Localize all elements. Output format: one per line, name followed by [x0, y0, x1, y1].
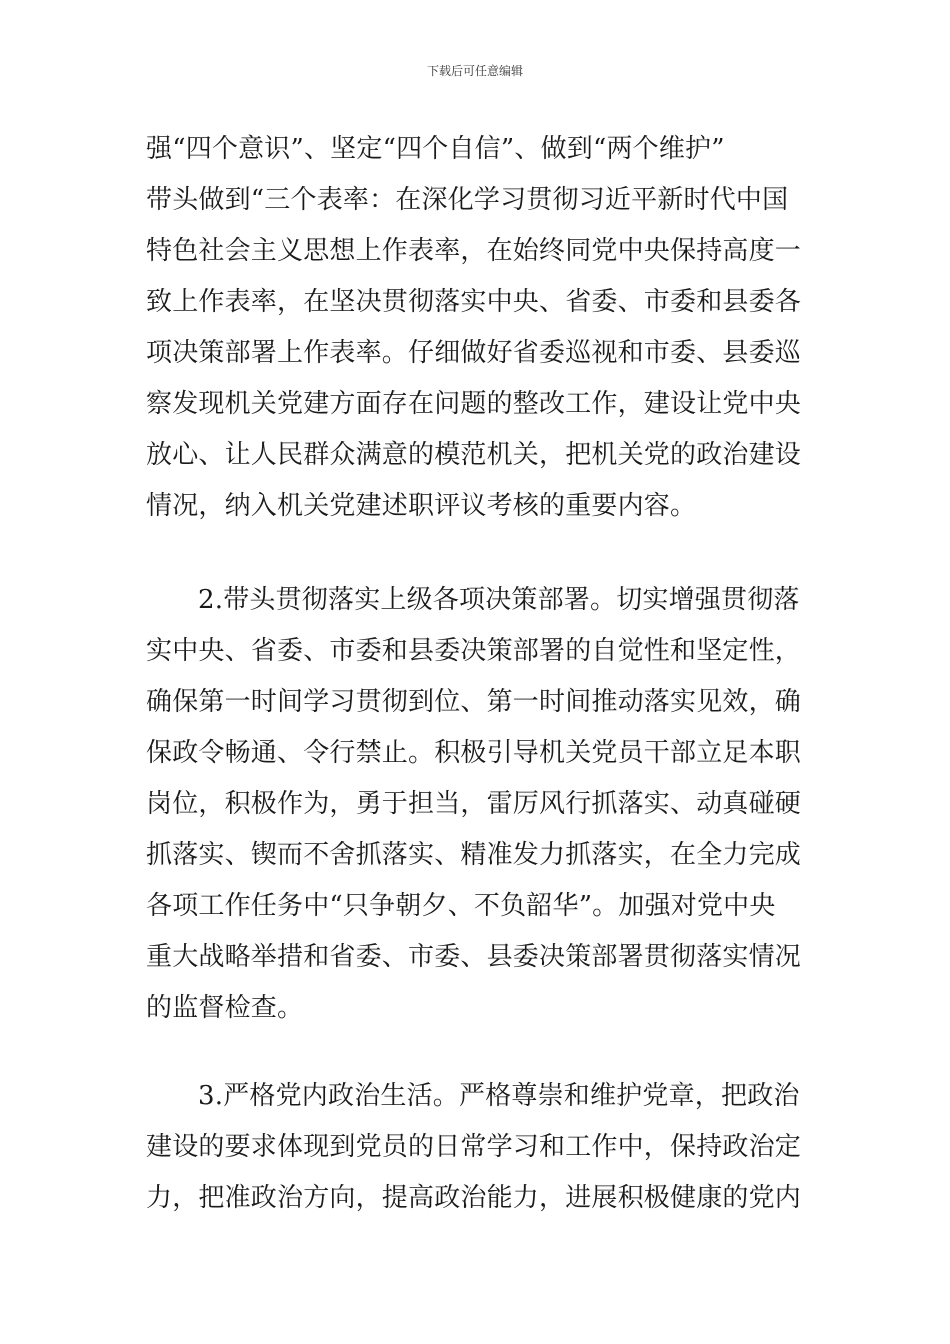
paragraph-line: 岗位，积极作为，勇于担当，雷厉风行抓落实、动真碰硬: [146, 789, 802, 819]
paragraph-line: 各项工作任务中“只争朝夕、不负韶华”。加强对党中央: [146, 891, 776, 921]
paragraph-line: 情况，纳入机关党建述职评议考核的重要内容。: [146, 491, 697, 521]
paragraph-line: 3.严格党内政治生活。严格尊崇和维护党章，把政治: [198, 1081, 800, 1111]
paragraph-line: 确保第一时间学习贯彻到位、第一时间推动落实见效，确: [146, 687, 802, 717]
paragraph-1: [146, 124, 812, 532]
page-header: 下载后可任意编辑: [426, 64, 523, 78]
paragraph-line: 放心、让人民群众满意的模范机关，把机关党的政治建设: [146, 440, 802, 470]
paragraph-line: 重大战略举措和省委、市委、县委决策部署贯彻落实情况: [146, 942, 802, 972]
paragraph-line: 抓落实、锲而不舍抓落实、精准发力抓落实，在全力完成: [146, 840, 802, 870]
paragraph-line: 强“四个意识”、坚定“四个自信”、做到“两个维护”: [146, 134, 725, 164]
paragraph-2: [146, 575, 812, 1034]
paragraph-line: 的监督检查。: [146, 993, 304, 1023]
paragraph-line: 2.带头贯彻落实上级各项决策部署。切实增强贯彻落: [198, 585, 800, 615]
paragraph-line: 建设的要求体现到党员的日常学习和工作中，保持政治定: [146, 1132, 802, 1162]
paragraph-line: 保政令畅通、令行禁止。积极引导机关党员干部立足本职: [146, 738, 802, 768]
paragraph-line: 项决策部署上作表率。仔细做好省委巡视和市委、县委巡: [146, 338, 802, 368]
paragraph-line: 实中央、省委、市委和县委决策部署的自觉性和坚定性，: [146, 636, 802, 666]
paragraph-line: 特色社会主义思想上作表率，在始终同党中央保持高度一: [146, 236, 802, 266]
paragraph-line: 带头做到“三个表率：在深化学习贯彻习近平新时代中国: [146, 185, 789, 215]
paragraph-line: 致上作表率，在坚决贯彻落实中央、省委、市委和县委各: [146, 287, 802, 317]
paragraph-3: [146, 1071, 812, 1224]
paragraph-line: 力，把准政治方向，提高政治能力，进展积极健康的党内: [146, 1183, 802, 1213]
paragraph-line: 察发现机关党建方面存在问题的整改工作，建设让党中央: [146, 389, 802, 419]
